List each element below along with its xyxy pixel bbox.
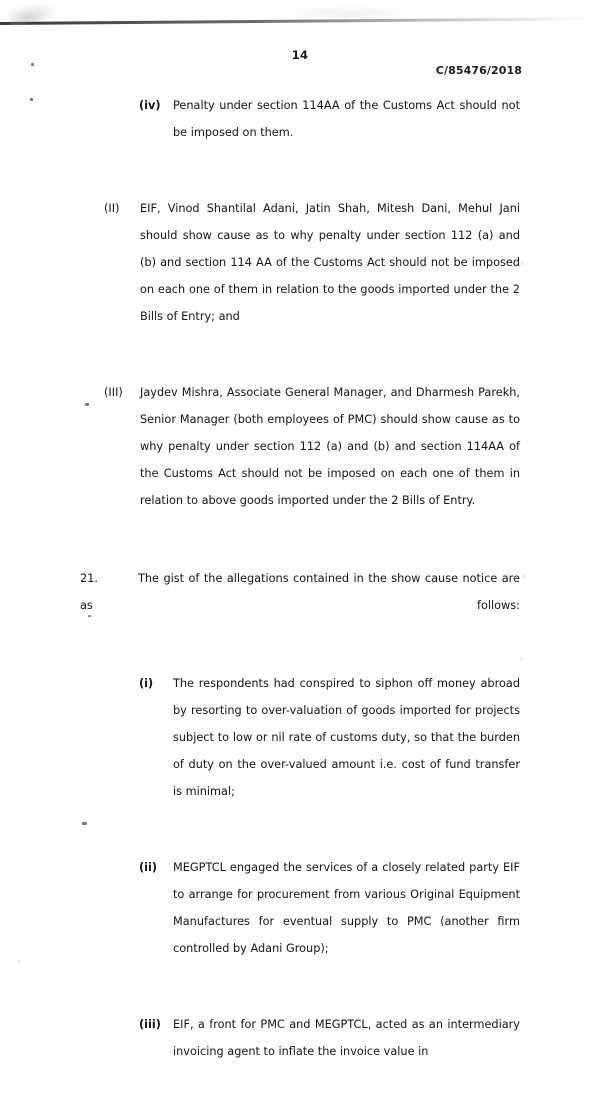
scan-edge-line bbox=[0, 17, 600, 25]
list-marker: (iii) bbox=[139, 1018, 161, 1031]
list-marker: (ii) bbox=[139, 861, 158, 874]
paragraph-number: 21. bbox=[80, 572, 98, 585]
list-item-ii bbox=[139, 854, 520, 989]
list-item-III bbox=[104, 379, 520, 541]
list-item-iv bbox=[139, 92, 520, 173]
list-item-i bbox=[139, 670, 520, 832]
paragraph-21 bbox=[80, 565, 520, 646]
case-number: C/85476/2018 bbox=[435, 64, 522, 77]
list-item-text: MEGPTCL engaged the services of a closely related party EIF to arrange for procurement from various Original Equipment Manufactures for eventual supply to PMC (another firm controlled by Adani Group); bbox=[173, 861, 520, 955]
dust-speck bbox=[31, 63, 34, 66]
document-body bbox=[0, 92, 600, 1104]
list-item-II bbox=[104, 195, 520, 357]
list-marker: (II) bbox=[104, 202, 120, 215]
list-item-text: EIF, a front for PMC and MEGPTCL, acted as an intermediary invoicing agent to inflate the invoice value in bbox=[173, 1018, 520, 1058]
list-marker: (i) bbox=[139, 677, 154, 690]
list-item-iii bbox=[139, 1011, 520, 1092]
scan-smudge-artifact-center bbox=[290, 6, 410, 18]
list-item-text: Penalty under section 114AA of the Customs Act should not be imposed on them. bbox=[173, 99, 520, 139]
list-item-text: Jaydev Mishra, Associate General Manager, and Dharmesh Parekh, Senior Manager (both employees of PMC) should show cause as to why penalty under section 112 (a) and (b) and section 114AA of the Customs Act should not be imposed on each one of them in relation to above goods imported under the 2 Bills of Entry. bbox=[140, 386, 520, 507]
page-number: 14 bbox=[291, 48, 309, 62]
list-item-text: EIF, Vinod Shantilal Adani, Jatin Shah, Mitesh Dani, Mehul Jani should show cause as to why penalty under section 112 (a) and (b) and section 114 AA of the Customs Act should not be imposed on each one of them in relation to the goods imported under the 2 Bills of Entry; and bbox=[140, 202, 520, 323]
list-marker: (iv) bbox=[139, 99, 161, 112]
list-item-text: The respondents had conspired to siphon off money abroad by resorting to over-valuation of goods imported for projects subject to low or nil rate of customs duty, so that the burden of duty on the over-valued amount i.e. cost of fund transfer is minimal; bbox=[173, 677, 520, 798]
paragraph-text: The gist of the allegations contained in the show cause notice are as follows: bbox=[80, 572, 520, 612]
list-marker: (III) bbox=[104, 386, 123, 399]
